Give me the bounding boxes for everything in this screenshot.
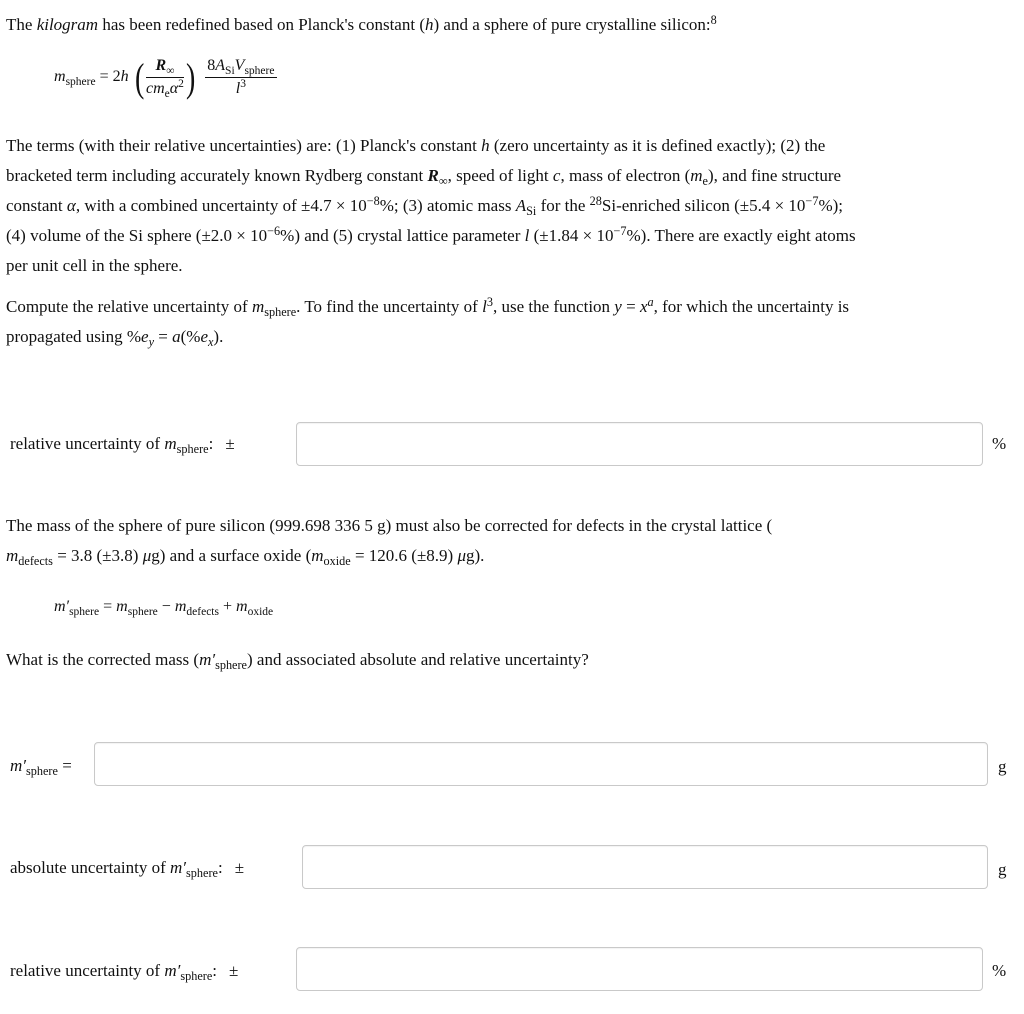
mass-equation: $m_{sphere} = 2h$ ( $\frac{R_\infty}{cm_e\alpha^2}$ ) $\frac{8A_{Si}V_{sphere}}{l^3}$ [54, 54, 275, 101]
q2-unit: g [998, 757, 1007, 776]
q1-unit: % [992, 434, 1007, 453]
q1-relative-uncertainty-input[interactable] [296, 422, 983, 466]
q2-corrected-mass-input[interactable] [94, 742, 988, 786]
plus-minus-sign: ± [234, 858, 245, 877]
terms-paragraph: The terms (with their relative uncertainties) are: (1) Planck's constant h (zero uncertainty as it is defined exactly); (2) the bracketed term including accurately known Rydberg constant $R_\infty$, speed of light c, mass of electron $(m_e)$, and fine structure constant α, with a combined uncertainty of $\pm 4.7 \times 10^{-8}\%$; (3) atomic mass $A_{Si}$ for the $^{28}$Si-enriched silicon $(\pm 5.4 \times 10^{-7}\%)$; (4) volume of the Si sphere $(\pm 2.0 \times 10^{-6}\%)$ and (5) crystal lattice parameter l $(\pm 1.84 \times 10^{-7}\%)$. There are exactly eight atoms per unit cell in the sphere. [6, 136, 856, 275]
corrected-mass-equation: $m'_{sphere} = m_{sphere} - m_{defects} + m_{oxide}$ [54, 598, 274, 619]
footnote-marker: 8 [710, 12, 717, 27]
q2-label: $m'_{sphere}$ = [10, 756, 72, 779]
mass-correction-paragraph: The mass of the sphere of pure silicon (999.698 336 5 g) must also be corrected for defects in the crystal lattice ( $m_{defects} = 3.8$ (±3.8) μg) and a surface oxide ($m_{oxide} = 120.6$ (±8.9) μg). [6, 516, 773, 569]
q3-label: absolute uncertainty of $m'_{sphere}$: ± [10, 858, 245, 881]
q1-label: relative uncertainty of $m_{sphere}$: ± [10, 434, 235, 457]
plus-minus-sign: ± [225, 434, 235, 453]
q4-unit: % [992, 961, 1007, 980]
q3-absolute-uncertainty-input[interactable] [302, 845, 988, 889]
compute-paragraph: Compute the relative uncertainty of $m_{sphere}$. To find the uncertainty of $l^3$, use the function $y = x^a$, for which the uncertainty is propagated using $\%e_y = a(\%e_x)$. [6, 294, 850, 350]
corrected-mass-question: What is the corrected mass $(m'_{sphere})$ and associated absolute and relative uncertainty? [6, 650, 589, 673]
plus-minus-sign: ± [229, 961, 239, 980]
q4-label: relative uncertainty of $m'_{sphere}$: ± [10, 961, 239, 984]
intro-text: The kilogram has been redefined based on Planck's constant (h) and a sphere of pure crystalline silicon:$^8$ [6, 12, 717, 34]
volume-fraction: $\frac{8A_{Si}V_{sphere}}{l^3}$ [207, 57, 275, 97]
q4-relative-uncertainty-input[interactable] [296, 947, 983, 991]
rydberg-fraction: $\frac{R_\infty}{cm_e\alpha^2}$ [145, 57, 184, 101]
q3-unit: g [998, 860, 1007, 879]
